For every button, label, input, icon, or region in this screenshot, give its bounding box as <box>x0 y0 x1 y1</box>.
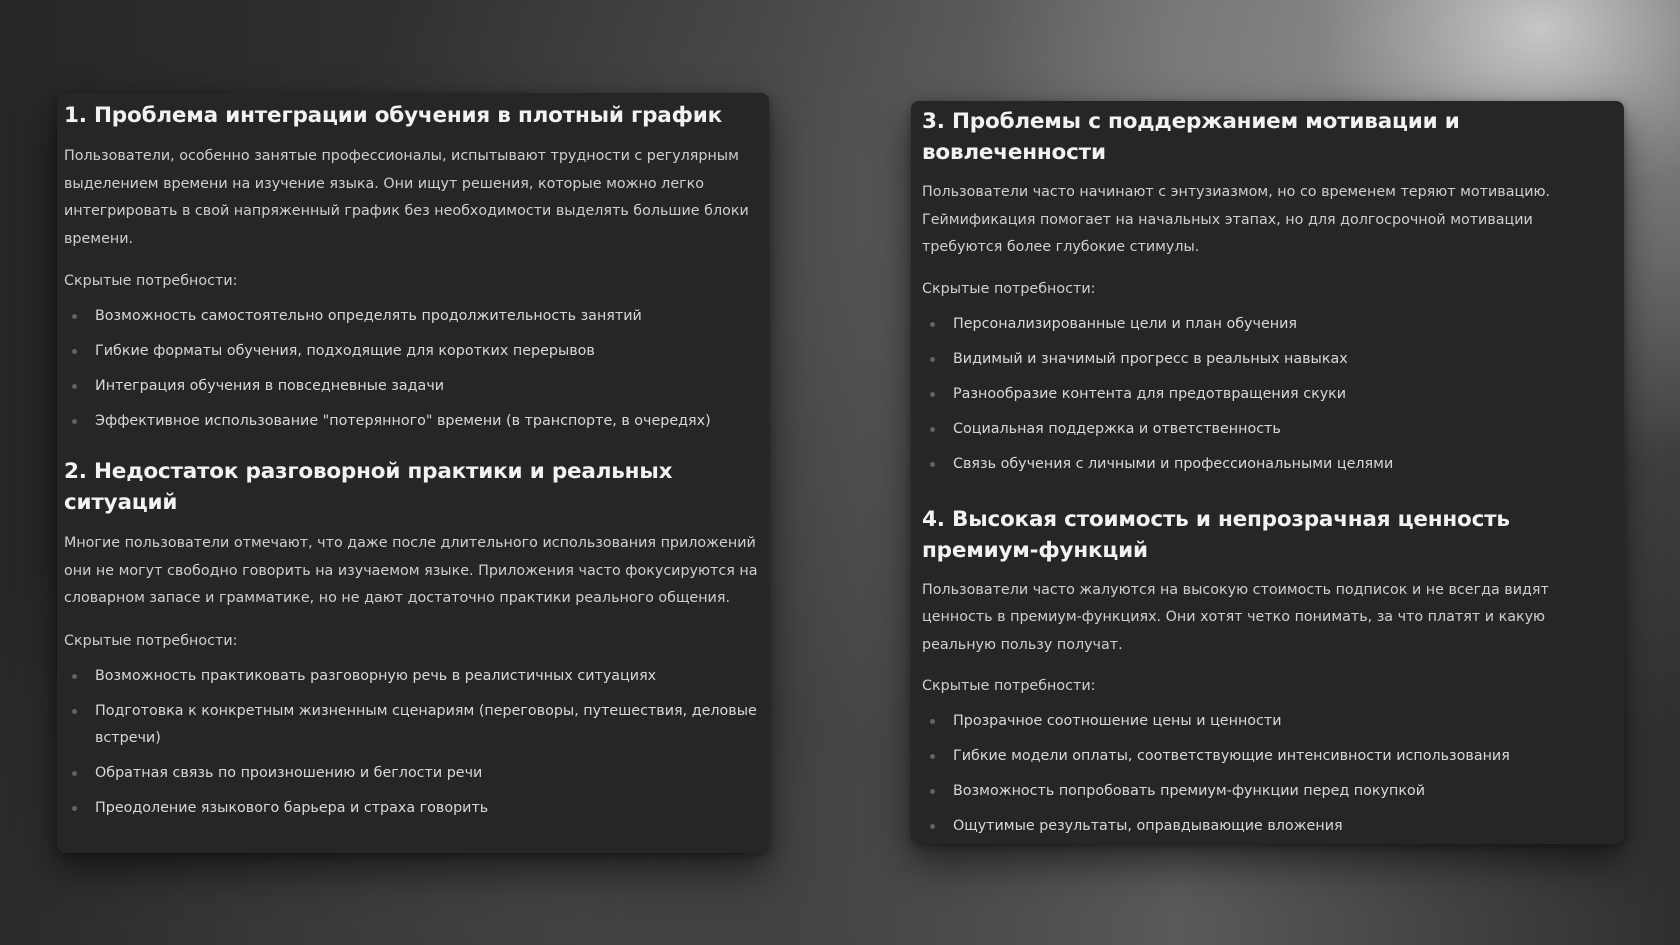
bullet-dot-icon <box>72 806 77 811</box>
list-item <box>64 795 763 822</box>
bullet-dot-icon <box>930 427 935 432</box>
section-2-body: Многие пользователи отмечают, что даже после длительного использования приложений они не могут свободно говорить на изучаемом языке. Приложения часто фокусируются на словарном запасе и грамматике, но не дают достаточно практики реального общения. <box>64 535 758 606</box>
list-item-text: Персонализированные цели и план обучения <box>953 315 1297 332</box>
bullet-dot-icon <box>930 322 935 327</box>
section-2-title: 2. Недостаток разговорной практики и реальных ситуаций <box>64 459 673 515</box>
list-item-text: Эффективное использование "потерянного" времени (в транспорте, в очередях) <box>95 413 711 429</box>
left-content-card <box>57 93 769 853</box>
list-item <box>64 338 763 365</box>
list-item-text: Возможность самостоятельно определять продолжительность занятий <box>95 308 642 324</box>
list-item <box>922 451 1614 478</box>
bullet-dot-icon <box>930 789 935 794</box>
section-1-title: 1. Проблема интеграции обучения в плотный график <box>64 103 722 128</box>
list-item <box>922 311 1614 338</box>
list-item-text: Разнообразие контента для предотвращения скуки <box>953 385 1347 402</box>
bullet-dot-icon <box>72 314 77 319</box>
list-item <box>64 698 763 752</box>
section-4-body: Пользователи часто жалуются на высокую стоимость подписок и не всегда видят ценность в премиум-функциях. Они хотят четко понимать, за что платят и какую реальную пользу получат. <box>922 581 1549 653</box>
bullet-dot-icon <box>930 357 935 362</box>
bullet-dot-icon <box>72 349 77 354</box>
bullet-dot-icon <box>72 709 77 714</box>
bullet-dot-icon <box>930 462 935 467</box>
section-3-body: Пользователи часто начинают с энтузиазмом, но со временем теряют мотивацию. Геймификация помогает на начальных этапах, но для долгосрочной мотивации требуются более глубокие стимулы. <box>922 184 1551 255</box>
list-item <box>64 408 763 435</box>
list-item-text: Прозрачное соотношение цены и ценности <box>953 713 1282 729</box>
list-item <box>64 373 763 400</box>
section-2-needs-list <box>64 663 763 822</box>
section-4-needs-list <box>922 708 1614 840</box>
section-2 <box>64 456 763 822</box>
list-item-text: Обратная связь по произношению и беглости речи <box>95 764 483 781</box>
section-4-title: 4. Высокая стоимость и непрозрачная ценность премиум-функций <box>922 506 1510 563</box>
section-4 <box>922 504 1614 841</box>
list-item-text: Ощутимые результаты, оправдывающие вложения <box>953 818 1343 834</box>
section-1-body: Пользователи, особенно занятые профессионалы, испытывают трудности с регулярным выделением времени на изучение языка. Они ищут решения, которые можно легко интегрировать в свой напряженный график без необходимости выделять большие блоки времени. <box>64 148 749 247</box>
list-item-text: Связь обучения с личными и профессиональными целями <box>953 455 1394 472</box>
list-item <box>64 663 763 690</box>
list-item-text: Социальная поддержка и ответственность <box>953 420 1281 437</box>
bullet-dot-icon <box>72 384 77 389</box>
list-item-text: Подготовка к конкретным жизненным сценариям (переговоры, путешествия, деловые встречи) <box>95 702 757 746</box>
list-item-text: Интеграция обучения в повседневные задачи <box>95 378 445 394</box>
list-item-text: Возможность практиковать разговорную речь в реалистичных ситуациях <box>95 667 657 684</box>
section-3-hidden-needs-label: Скрытые потребности: <box>922 280 1096 297</box>
bullet-dot-icon <box>930 754 935 759</box>
list-item-text: Возможность попробовать премиум-функции перед покупкой <box>953 783 1426 799</box>
list-item-text: Видимый и значимый прогресс в реальных навыках <box>953 350 1348 367</box>
right-content-card <box>911 101 1624 844</box>
list-item <box>922 813 1614 840</box>
list-item <box>922 708 1614 735</box>
list-item-text: Гибкие форматы обучения, подходящие для коротких перерывов <box>95 343 595 359</box>
bullet-dot-icon <box>72 771 77 776</box>
section-1-needs-list <box>64 303 763 435</box>
bullet-dot-icon <box>72 674 77 679</box>
section-1 <box>64 93 763 435</box>
section-3-needs-list <box>922 311 1614 478</box>
section-3 <box>922 101 1614 478</box>
list-item <box>922 416 1614 443</box>
section-4-hidden-needs-label: Скрытые потребности: <box>922 678 1096 694</box>
section-3-title: 3. Проблемы с поддержанием мотивации и вовлеченности <box>922 109 1460 165</box>
bullet-dot-icon <box>930 719 935 724</box>
list-item <box>64 303 763 330</box>
section-2-hidden-needs-label: Скрытые потребности: <box>64 632 238 649</box>
section-1-hidden-needs-label: Скрытые потребности: <box>64 273 238 289</box>
bullet-dot-icon <box>72 419 77 424</box>
list-item <box>922 381 1614 408</box>
bullet-dot-icon <box>930 392 935 397</box>
list-item <box>922 778 1614 805</box>
list-item <box>922 346 1614 373</box>
list-item-text: Гибкие модели оплаты, соответствующие интенсивности использования <box>953 748 1510 764</box>
list-item <box>922 743 1614 770</box>
bullet-dot-icon <box>930 824 935 829</box>
list-item-text: Преодоление языкового барьера и страха говорить <box>95 799 489 816</box>
list-item <box>64 760 763 787</box>
